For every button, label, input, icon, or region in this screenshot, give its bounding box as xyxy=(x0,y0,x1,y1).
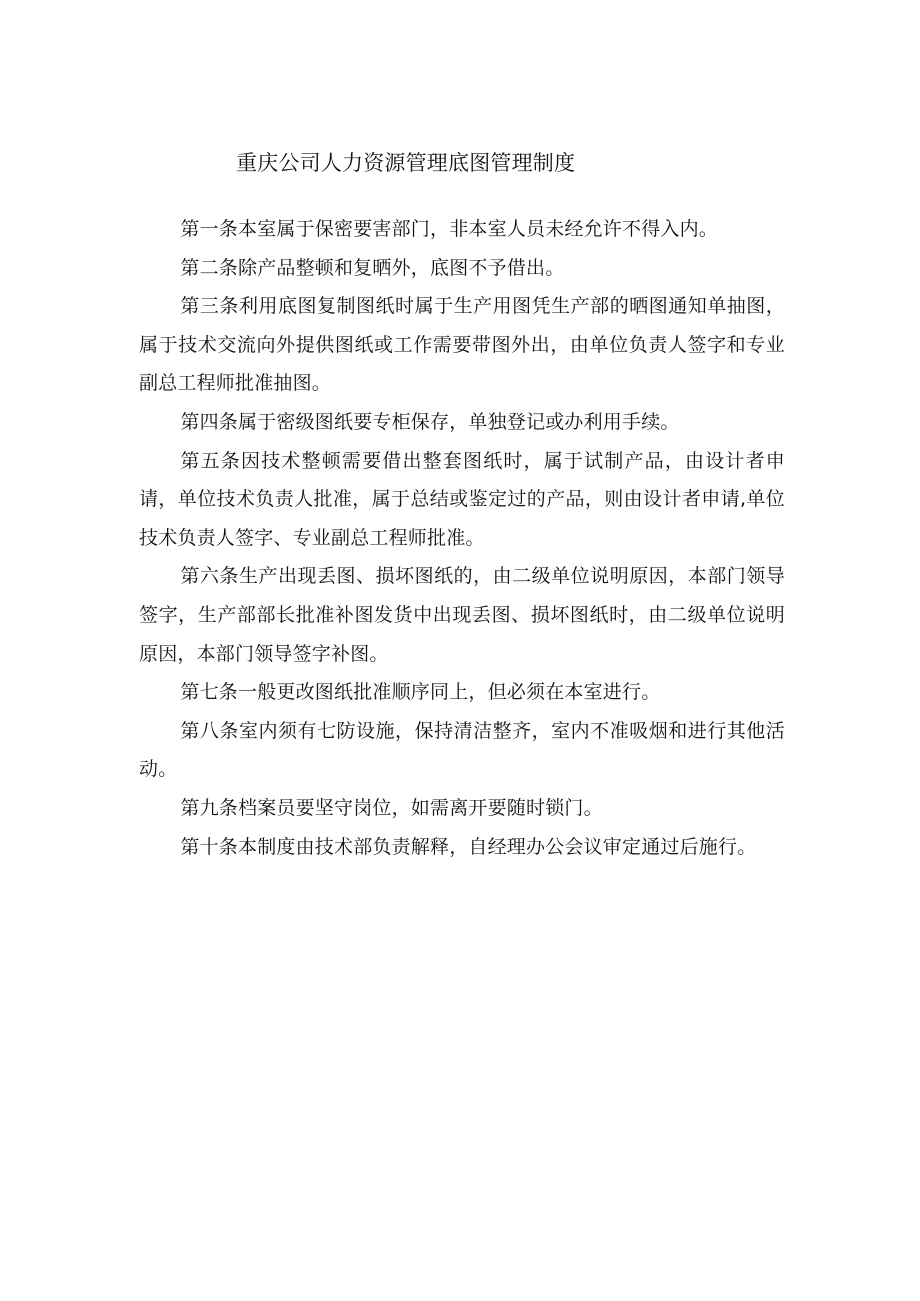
article-10: 第十条本制度由技术部负责解释，自经理办公会议审定通过后施行。 xyxy=(180,835,757,858)
article-1: 第一条本室属于保密要害部门，非本室人员未经允许不得入内。 xyxy=(180,218,719,240)
article-3: 第三条利用底图复制图纸时属于生产用图凭生产部的晒图通知单抽图，属于技术交流向外提供图纸或工作需要带图外出，由单位负责人签字和专业副总工程师批准抽图。 xyxy=(139,295,785,395)
article-8: 第八条室内须有七防设施，保持清洁整齐，室内不准吸烟和进行其他活动。 xyxy=(139,719,785,781)
article-7: 第七条一般更改图纸批准顺序同上，但必须在本室进行。 xyxy=(180,681,661,704)
document-body xyxy=(139,210,785,866)
article-4: 第四条属于密级图纸要专柜保存，单独登记或办利用手续。 xyxy=(180,410,680,433)
article-5: 第五条因技术整顿需要借出整套图纸时，属于试制产品，由设计者申请，单位技术负责人批准，属于总结或鉴定过的产品，则由设计者申请,单位技术负责人签字、专业副总工程师批准。 xyxy=(139,449,785,549)
article-6: 第六条生产出现丢图、损坏图纸的，由二级单位说明原因，本部门领导签字，生产部部长批准补图发货中出现丢图、损坏图纸时，由二级单位说明原因，本部门领导签字补图。 xyxy=(139,565,785,665)
article-2: 第二条除产品整顿和复晒外，底图不予借出。 xyxy=(180,256,565,279)
article-9: 第九条档案员要坚守岗位，如需离开要随时锁门。 xyxy=(180,796,603,819)
document-title: 重庆公司人力资源管理底图管理制度 xyxy=(236,151,576,175)
